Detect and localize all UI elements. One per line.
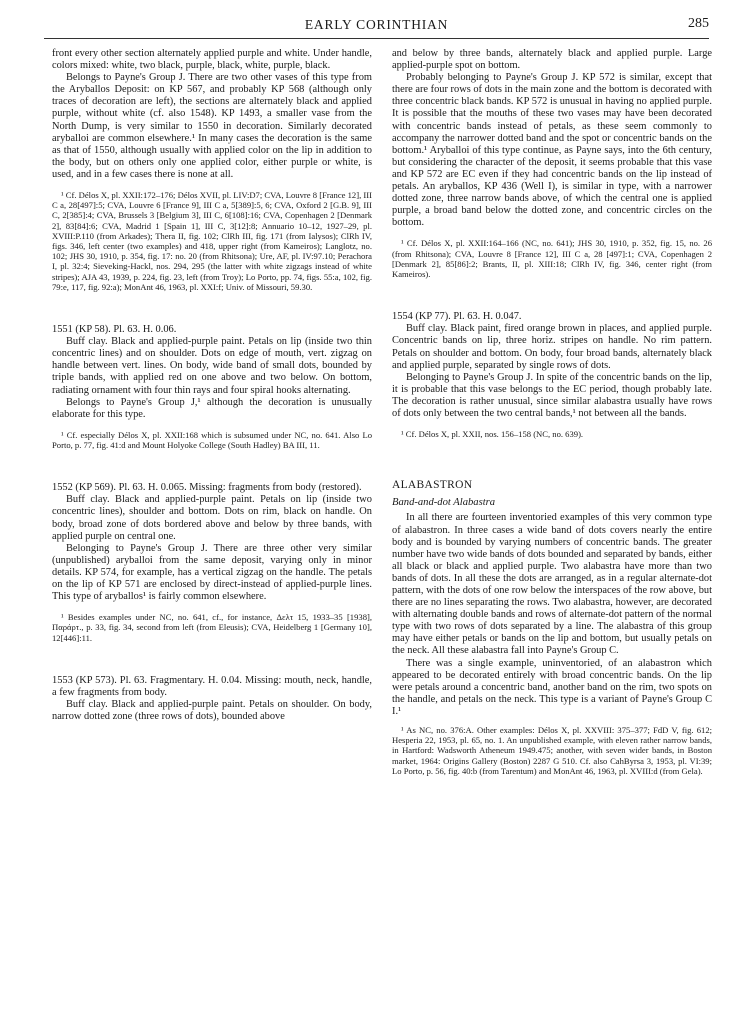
running-title: EARLY CORINTHIAN (304, 17, 449, 32)
catalogue-entry-heading: 1551 (KP 58). Pl. 63. H. 0.06. (52, 324, 177, 336)
paragraph: Belongs to Payne's Group J. There are two other vases of this type from the Aryballos Deposit: on KP 567, and probably KP 568 (although only traces of decoration are left), the sections are alternately black and applied purple, without white (cf. also 1548). KP 1493, a smaller vase from the North Dump, is very similar to 1550 in decoration. Similarly decorated aryballoi are common elsewhere.¹ In many cases the decoration is the same as that of 1550, although usually with applied color on the lip in addition to the body, but on others only one applied color, either purple or white, is used, and in a few cases there is none at all. (52, 72, 372, 180)
paragraph: Belongs to Payne's Group J,¹ although the decoration is unusually elaborate for this type. (52, 396, 372, 420)
subsection-heading: Band-and-dot Alabastra (392, 497, 496, 509)
footnote: ¹ As NC, no. 376:A. Other examples: Délos X, pl. XXVIII: 375–377; FdD V, fig. 612; Hesperia 22, 1953, pl. 65, no. 1. An unpublished example, with eleven rather narrow bands, in Hartford: Wadsworth Atheneum 1949.475; another, with seven wider bands, in Boston market, 1964: Origins Gallery (Boston) 2287 G 510. Cf. also CahByrsa 3, 1953, pl. VI:39; Lo Porto, p. 56, fig. 40:b (from Tarentum) and MonAnt 46, 1963, pl. XVIII:d (from Gela). (392, 725, 712, 776)
catalogue-entry-heading: 1553 (KP 573). Pl. 63. Fragmentary. H. 0.04. Missing: mouth, neck, handle, a few fragments from body. (52, 674, 372, 698)
footnote: ¹ Cf. Délos X, pl. XXII, nos. 156–158 (NC, no. 639). (401, 429, 584, 440)
footnote: ¹ Cf. Délos X, pl. XXII:172–176; Délos XVII, pl. LIV:D7; CVA, Louvre 8 [France 12], III C a, 28[497]:5; CVA, Louvre 6 [France 9], III C a, 5[389]:5, 6; CVA, Oxford 2 [G.B. 9], III C, 2[385]:4; CVA, Brussels 3 [Belgium 3], III C, 6[108]:16; CVA, Copenhagen 2 [Denmark 2], 83[84]:6; CVA, Madrid 1 [Spain 1], III C, 3[12]:8; Annuario 10–12, 1927–29, pl. XVIII:P.110 (from Arkades); Thera II, fig. 102; ClRh III, fig. 171 (from Ialysos); ClRh IV, figs. 346, left center (two examples) and 418, upper right (from Kameiros); Langlotz, no. 102; JHS 30, 1910, p. 354, fig. 17: no. 20 (from Rhitsona); Ure, AF, pl. IV:97.10; Perachora I, pl. 32:4; Sieveking-Hackl, nos. 294, 295 (the latter with white zigzags instead of white stripes); AJA 43, 1939, p. 224, fig. 23, left (from Troy); Lo Porto, pp. 74, figs. 55:a, 102, fig. 79:e, 117, fig. 92:a); MonAnt 46, 1963, pl. XXI:f; Univ. of Missouri, 59.30. (52, 190, 372, 292)
paragraph: In all there are fourteen inventoried examples of this very common type of alabastron. In three cases a wide band of dots covers nearly the entire body and is bounded by varying numbers of concentric bands. The greater number have two wide bands of dots bounded and separated by bands, either all black or black and applied purple. Two alabastra have more than two bands of dots. In all these the dots are arranged, as in a regular alternate-dot pattern, with the dots of one row below the interspaces of the row above, but there are no lines separating the rows. Two alabastra, however, are decorated with alternating double bands and rows of alternate-dot pattern of the normal type with two rows of dots separated by a line. The alabastra of this group may have either petals or bands on the lip and bottom, but usually petals on the neck. All these alabastra fall into Payne's Group C. (392, 512, 712, 657)
paragraph: Belonging to Payne's Group J. There are three other very similar (unpublished) aryballoi from the same deposit, varying only in minor details. KP 574, for example, has a vertical zigzag on the handle. The petals on the lip of KP 571 are enclosed by direct-instead of applied-purple lines. This type of aryballos¹ is fairly common elsewhere. (52, 542, 372, 603)
paragraph: Probably belonging to Payne's Group J. KP 572 is similar, except that there are four rows of dots in the main zone and the bottom is decorated with three concentric black bands. KP 572 is unusual in having no applied purple. It is possible that the mouths of these two vases may have been decorated with concentric bands instead of petals, as these seem commonly to accompany the narrower dotted band and the spot or concentric bands on the bottom.¹ Aryballoi of this type continue, as Payne says, into the 6th century, but considering the character of the deposit, it seems probable that this vase and KP 572 are EC even if they had concentric bands on the lip instead of petals. An aryballos, KP 436 (Well I), is similar in type, with a narrower dotted zone, three narrow bands above, of which the central one is applied purple, a broad band below the dotted zone, and concentric circles on the bottom. (392, 72, 712, 229)
footnote: ¹ Cf. especially Délos X, pl. XXII:168 which is subsumed under NC, no. 641. Also Lo Porto, p. 77, fig. 41:d and Mount Holyoke College (South Hadley) BA III, 11. (52, 429, 372, 451)
catalogue-entry-heading: 1552 (KP 569). Pl. 63. H. 0.065. Missing: fragments from body (restored). (52, 482, 362, 494)
paragraph: and below by three bands, alternately black and applied purple. Large applied-purple spot on bottom. (392, 48, 712, 72)
paragraph: There was a single example, uninventoried, of an alabastron which appeared to be decorated entirely with broad concentric bands. On the lip were petals around a concentric band, another band on the rim, two spots on the handle, and petals on the neck. This type is a variant of Payne's Group C I.¹ (392, 657, 712, 717)
paragraph: Buff clay. Black and applied-purple paint. Petals on shoulder. On body, narrow dotted zone (three rows of dots), bounded above (52, 698, 372, 723)
paragraph: Buff clay. Black and applied-purple paint. Petals on lip (inside two concentric lines), shoulder and bottom. Dots on rim, black on handle. On body, broad zone of dots bordered above and below by three bands, with applied purple on central one. (52, 494, 372, 542)
page-number: 285 (688, 16, 709, 31)
paragraph: Buff clay. Black and applied-purple paint. Petals on lip (inside two thin concentric lines) and on shoulder. Dots on edge of mouth, vert. zigzag on handle between vert. lines. On body, wide band of small dots, bounded by triple bands, with applied red on one above and two below. On bottom, radiating ornament with four thin rays and four spiral hooks alternating. (52, 336, 372, 396)
catalogue-entry-heading: 1554 (KP 77). Pl. 63. H. 0.047. (392, 311, 522, 323)
running-header (44, 14, 709, 39)
paragraph: Belonging to Payne's Group J. In spite of the concentric bands on the lip, it is probable that this vase belongs to the EC period, though probably late. The decoration is rather unusual, since similar alabastra usually have rows of dots only between the two central bands,¹ not between all the bands. (392, 371, 712, 419)
paragraph: Buff clay. Black paint, fired orange brown in places, and applied purple. Concentric bands on lip, three horiz. stripes on handle. No rim pattern. Petals on shoulder and bottom. On body, four broad bands, alternately black and applied purple, separated by single rows of dots. (392, 323, 712, 371)
footnote: ¹ Besides examples under NC, no. 641, cf., for instance, Δελτ 15, 1933–35 [1938], Παράρτ., p. 33, fig. 34, second from left (from Eleusis); CVA, Heidelberg 1 [Germany 10], 12[446]:11. (52, 612, 372, 643)
section-heading: ALABASTRON (392, 479, 473, 492)
left-column (52, 48, 372, 723)
footnote: ¹ Cf. Délos X, pl. XXII:164–166 (NC, no. 641); JHS 30, 1910, p. 352, fig. 15, no. 26 (from Rhitsona); CVA, Louvre 8 [France 12], III C a, 28 [497]:1; CVA, Copenhagen 2 [Denmark 2], 85[86]:2; Brants, II, pl. XIII:18; ClRh IV, fig. 346, center right (from Kameiros). (392, 238, 712, 280)
paragraph: front every other section alternately applied purple and white. Under handle, colors mixed: white, two black, purple, black, white, purple, black. (52, 48, 372, 72)
right-column (392, 48, 712, 776)
